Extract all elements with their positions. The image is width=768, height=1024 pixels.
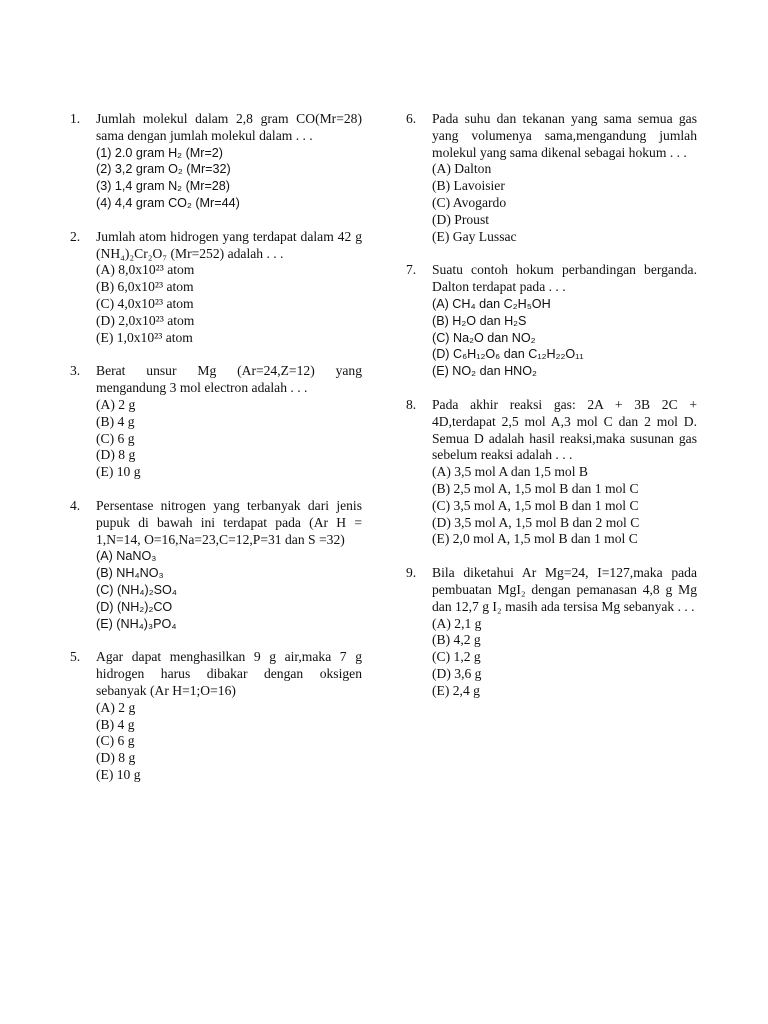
question-stem: Suatu contoh hokum perbandingan berganda. Dalton terdapat pada . . . <box>432 262 697 295</box>
question-3 <box>70 363 362 481</box>
option: (D) Proust <box>432 211 490 227</box>
option: (C) 6 g <box>96 430 135 446</box>
left-column <box>70 111 362 801</box>
option: (B) Lavoisier <box>432 178 505 194</box>
question-2 <box>70 229 362 347</box>
option: (B) 2,5 mol A, 1,5 mol B dan 1 mol C <box>432 480 639 496</box>
question-5 <box>70 649 362 783</box>
question-1 <box>70 111 362 212</box>
option: (E) 10 g <box>96 464 141 480</box>
option: (4) 4,4 gram CO₂ (Mr=44) <box>96 195 240 210</box>
question-number: 7. <box>406 262 417 278</box>
option: (2) 3,2 gram O₂ (Mr=32) <box>96 162 231 177</box>
option: (C) 6 g <box>96 733 135 749</box>
question-stem: Jumlah atom hidrogen yang terdapat dalam 42 g (NH₄)₂Cr₂O₇ (Mr=252) adalah . . . <box>96 228 362 261</box>
right-column <box>406 111 697 717</box>
option: (D) 2,0x10²³ atom <box>96 312 195 328</box>
option-list <box>96 700 362 784</box>
option: (A) CH₄ dan C₂H₅OH <box>432 296 551 311</box>
question-number: 5. <box>70 649 81 665</box>
question-stem: Jumlah molekul dalam 2,8 gram CO(Mr=28) sama dengan jumlah molekul dalam . . . <box>96 111 362 143</box>
option: (A) 2 g <box>96 396 136 412</box>
option: (3) 1,4 gram N₂ (Mr=28) <box>96 179 231 194</box>
option: (A) 2 g <box>96 699 136 715</box>
option: (B) 4,2 g <box>432 632 481 648</box>
option: (D) 3,5 mol A, 1,5 mol B dan 2 mol C <box>432 514 640 530</box>
option: (E) 2,0 mol A, 1,5 mol B dan 1 mol C <box>432 531 638 547</box>
question-stem: Bila diketahui Ar Mg=24, I=127,maka pada pembuatan MgI₂ dengan pemanasan 4,8 g Mg dan 12,7 g I₂ masih ada tersisa Mg sebanyak . . . <box>432 565 697 614</box>
option-list <box>432 464 697 548</box>
question-6 <box>406 111 697 245</box>
option: (E) NO₂ dan HNO₂ <box>432 364 537 379</box>
option: (A) 2,1 g <box>432 615 482 631</box>
option: (B) 6,0x10²³ atom <box>96 279 194 295</box>
question-number: 6. <box>406 111 417 126</box>
option: (C) 3,5 mol A, 1,5 mol B dan 1 mol C <box>432 497 639 513</box>
question-stem: Pada akhir reaksi gas: 2A + 3B 2C + 4D,terdapat 2,5 mol A,3 mol C dan 2 mol D. Semua D adalah hasil reaksi,maka susunan gas sebelum reaksi adalah . . . <box>432 396 697 463</box>
question-stem: Berat unsur Mg (Ar=24,Z=12) yang mengandung 3 mol electron adalah . . . <box>96 363 362 396</box>
option: (B) NH₄NO₃ <box>96 566 164 581</box>
question-stem: Persentase nitrogen yang terbanyak dari jenis pupuk di bawah ini terdapat pada (Ar H = 1,N=14, O=16,Na=23,C=12,P=31 dan S =32) <box>96 497 362 547</box>
option: (A) 8,0x10²³ atom <box>96 262 195 278</box>
option: (A) NaNO₃ <box>96 549 157 564</box>
option: (E) Gay Lussac <box>432 228 517 244</box>
question-number: 9. <box>406 565 417 581</box>
question-number: 4. <box>70 497 81 513</box>
question-9 <box>406 565 697 699</box>
option: (C) Na₂O dan NO₂ <box>432 330 536 345</box>
option-list <box>432 161 697 245</box>
option-list <box>96 262 362 346</box>
option: (A) Dalton <box>432 161 492 177</box>
option: (C) 1,2 g <box>432 649 481 665</box>
question-4 <box>70 498 362 632</box>
option: (E) 2,4 g <box>432 682 480 698</box>
question-number: 1. <box>70 111 81 126</box>
option-list <box>96 145 362 212</box>
option: (B) H₂O dan H₂S <box>432 313 527 328</box>
option: (B) 4 g <box>96 413 135 429</box>
question-number: 3. <box>70 363 81 379</box>
question-number: 2. <box>70 228 81 244</box>
option: (A) 3,5 mol A dan 1,5 mol B <box>432 464 588 480</box>
option-list <box>432 296 697 380</box>
option-list <box>432 616 697 700</box>
option: (D) C₆H₁₂O₆ dan C₁₂H₂₂O₁₁ <box>432 347 584 362</box>
option: (D) 8 g <box>96 750 136 766</box>
option: (D) 3,6 g <box>432 665 482 681</box>
option: (D) (NH₂)₂CO <box>96 599 173 614</box>
option: (C) (NH₄)₂SO₄ <box>96 582 177 597</box>
question-7 <box>406 262 697 380</box>
option-list <box>96 397 362 481</box>
option: (E) (NH₄)₃PO₄ <box>96 616 177 631</box>
question-stem: Agar dapat menghasilkan 9 g air,maka 7 g hidrogen harus dibakar dengan oksigen sebanyak (Ar H=1;O=16) <box>96 649 362 698</box>
question-8 <box>406 397 697 548</box>
question-number: 8. <box>406 396 417 412</box>
option: (B) 4 g <box>96 716 135 732</box>
option: (D) 8 g <box>96 447 136 463</box>
option: (C) 4,0x10²³ atom <box>96 295 194 311</box>
option: (1) 2.0 gram H₂ (Mr=2) <box>96 145 224 160</box>
question-stem: Pada suhu dan tekanan yang sama semua gas yang volumenya sama,mengandung jumlah molekul yang sama dikenal sebagai hokum . . . <box>432 111 697 160</box>
option: (C) Avogardo <box>432 194 507 210</box>
option: (E) 10 g <box>96 766 141 782</box>
option: (E) 1,0x10²³ atom <box>96 329 193 345</box>
option-list <box>96 548 362 632</box>
